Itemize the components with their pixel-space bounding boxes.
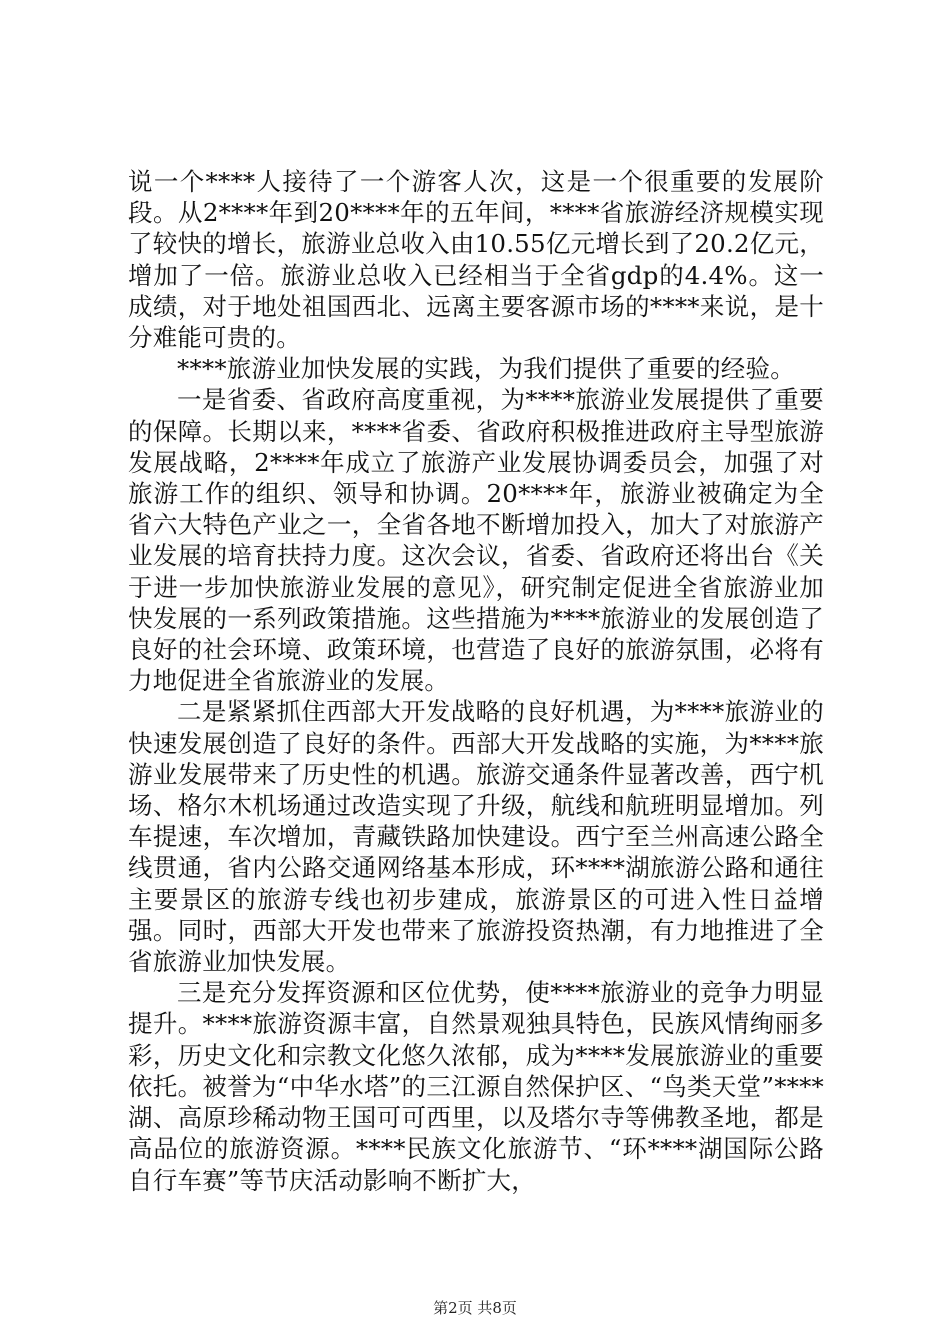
paragraph-point-one: 一是省委、省政府高度重视，为****旅游业发展提供了重要的保障。长期以来，****省委、省政府积极推进政府主导型旅游发展战略，2****年成立了旅游产业发展协调委员会，加强了对旅游工作的组织、领导和协调。20****年，旅游业被确定为全省六大特色产业之一，全省各地不断增加投入，加大了对旅游产业发展的培育扶持力度。这次会议，省委、省政府还将出台《关于进一步加快旅游业发展的意见》，研究制定促进全省旅游业加快发展的一系列政策措施。这些措施为****旅游业的发展创造了良好的社会环境、政策环境，也营造了良好的旅游氛围，必将有力地促进全省旅游业的发展。 — [128, 385, 824, 696]
paragraph-point-three: 三是充分发挥资源和区位优势，使****旅游业的竞争力明显提升。****旅游资源丰富，自然景观独具特色，民族风情绚丽多彩，历史文化和宗教文化悠久浓郁，成为****发展旅游业的重要依托。被誉为“中华水塔”的三江源自然保护区、“鸟类天堂”****湖、高原珍稀动物王国可可西里，以及塔尔寺等佛教圣地，都是高品位的旅游资源。****民族文化旅游节、“环****湖国际公路自行车赛”等节庆活动影响不断扩大， — [128, 978, 824, 1195]
paragraph-point-two: 二是紧紧抓住西部大开发战略的良好机遇，为****旅游业的快速发展创造了良好的条件。西部大开发战略的实施，为****旅游业发展带来了历史性的机遇。旅游交通条件显著改善，西宁机场、格尔木机场通过改造实现了升级，航线和航班明显增加。列车提速，车次增加，青藏铁路加快建设。西宁至兰州高速公路全线贯通，省内公路交通网络基本形成，环****湖旅游公路和通往主要景区的旅游专线也初步建成，旅游景区的可进入性日益增强。同时，西部大开发也带来了旅游投资热潮，有力地推进了全省旅游业加快发展。 — [128, 697, 824, 977]
paragraph-experience-intro: ****旅游业加快发展的实践，为我们提供了重要的经验。 — [177, 354, 795, 384]
paragraph-continued: 说一个****人接待了一个游客人次，这是一个很重要的发展阶段。从2****年到20****年的五年间，****省旅游经济规模实现了较快的增长，旅游业总收入由10.55亿元增长到了20.2亿元，增加了一倍。旅游业总收入已经相当于全省gdp的4.4%。这一成绩，对于地处祖国西北、远离主要客源市场的****来说，是十分难能可贵的。 — [128, 167, 824, 353]
page-footer: 第2页 共8页 — [433, 1299, 517, 1317]
document-body — [128, 166, 824, 1196]
